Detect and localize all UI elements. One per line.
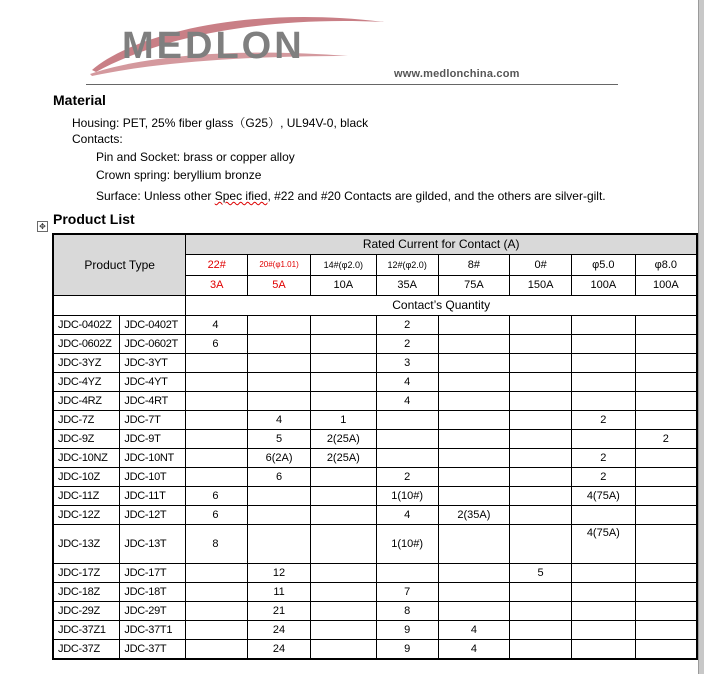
logo-text: MEDLON [122, 25, 305, 67]
contact-current-header: 100A [571, 275, 635, 295]
table-row [53, 372, 697, 391]
website-url: www.medlonchina.com [394, 68, 520, 80]
quantity-cell [376, 448, 438, 467]
quantity-cell [510, 410, 572, 429]
housing-text: Housing: PET, 25% fiber glass（G25）, UL94V-0, black [72, 116, 369, 130]
contact-current-header: 100A [635, 275, 697, 295]
quantity-cell [510, 582, 572, 601]
quantity-cell [510, 448, 572, 467]
quantity-cell [310, 486, 376, 505]
product-t-cell: JDC-0402T [120, 315, 186, 334]
product-t-cell: JDC-10NT [120, 448, 186, 467]
quantity-cell [571, 372, 635, 391]
quantity-cell: 9 [376, 639, 438, 659]
product-list-heading: Product List [53, 211, 135, 227]
quantity-cell [438, 429, 510, 448]
quantity-cell [376, 410, 438, 429]
table-row [53, 448, 697, 467]
quantity-cell [438, 601, 510, 620]
quantity-cell [571, 315, 635, 334]
contact-current-header: 5A [248, 275, 311, 295]
quantity-cell: 2 [571, 448, 635, 467]
quantity-cell [510, 505, 572, 524]
quantity-cell [310, 391, 376, 410]
quantity-cell [571, 601, 635, 620]
quantity-cell [376, 429, 438, 448]
quantity-cell: 3 [376, 353, 438, 372]
quantity-cell: 5 [510, 563, 572, 582]
quantity-cell [438, 582, 510, 601]
quantity-cell: 2 [376, 467, 438, 486]
quantity-cell [186, 448, 248, 467]
contact-current-header: 3A [186, 275, 248, 295]
quantity-cell [571, 334, 635, 353]
quantity-cell [635, 391, 697, 410]
quantity-cell [310, 353, 376, 372]
pin-socket-text: Pin and Socket: brass or copper alloy [96, 150, 295, 164]
table-row [53, 467, 697, 486]
surface-suffix: , #22 and #20 Contacts are gilded, and the others are silver-gilt. [267, 189, 606, 203]
quantity-cell [571, 582, 635, 601]
quantity-cell [510, 639, 572, 659]
quantity-cell [186, 601, 248, 620]
quantity-cell [248, 486, 311, 505]
table-row [53, 353, 697, 372]
contact-size-header: 22# [186, 254, 248, 275]
logo-swoosh-icon [88, 8, 388, 78]
product-z-cell: JDC-29Z [53, 601, 120, 620]
quantity-cell: 1(10#) [376, 524, 438, 563]
contact-size-header: 8# [438, 254, 510, 275]
contact-quantity-header: Contact’s Quantity [186, 295, 697, 315]
quantity-cell [310, 372, 376, 391]
quantity-cell [438, 448, 510, 467]
quantity-cell: 11 [248, 582, 311, 601]
product-z-cell: JDC-9Z [53, 429, 120, 448]
quantity-cell: 1 [310, 410, 376, 429]
product-z-cell: JDC-0602Z [53, 334, 120, 353]
quantity-cell [438, 467, 510, 486]
quantity-cell [438, 353, 510, 372]
quantity-cell [635, 448, 697, 467]
quantity-cell [635, 334, 697, 353]
quantity-cell [571, 353, 635, 372]
table-row [53, 505, 697, 524]
quantity-cell [510, 524, 572, 563]
quantity-cell: 4 [438, 620, 510, 639]
quantity-cell [248, 353, 311, 372]
quantity-cell [635, 410, 697, 429]
quantity-cell [310, 582, 376, 601]
quantity-cell [186, 620, 248, 639]
table-row [53, 486, 697, 505]
product-t-cell: JDC-18T [120, 582, 186, 601]
product-z-cell: JDC-4RZ [53, 391, 120, 410]
product-t-cell: JDC-37T1 [120, 620, 186, 639]
quantity-cell: 6 [186, 505, 248, 524]
quantity-cell [310, 505, 376, 524]
quantity-cell [376, 563, 438, 582]
crown-spring-text: Crown spring: beryllium bronze [96, 168, 262, 182]
quantity-cell: 4(75A) [571, 524, 635, 563]
quantity-cell [571, 505, 635, 524]
quantity-cell [510, 429, 572, 448]
quantity-cell: 4 [376, 372, 438, 391]
quantity-cell [635, 372, 697, 391]
quantity-cell [438, 486, 510, 505]
product-t-cell: JDC-4YT [120, 372, 186, 391]
quantity-cell [248, 391, 311, 410]
quantity-cell [186, 639, 248, 659]
table-row [53, 429, 697, 448]
quantity-cell [248, 372, 311, 391]
quantity-cell [635, 582, 697, 601]
quantity-cell [510, 601, 572, 620]
quantity-cell [635, 639, 697, 659]
surface-prefix: Surface: Unless other [96, 189, 215, 203]
quantity-cell [438, 372, 510, 391]
quantity-cell [571, 429, 635, 448]
rated-current-header: Rated Current for Contact (A) [186, 234, 697, 254]
quantity-cell [310, 524, 376, 563]
quantity-cell [186, 467, 248, 486]
product-t-cell: JDC-10T [120, 467, 186, 486]
quantity-cell [510, 334, 572, 353]
contact-current-header: 75A [438, 275, 510, 295]
contact-size-header: 14#(φ2.0) [310, 254, 376, 275]
product-t-cell: JDC-12T [120, 505, 186, 524]
quantity-cell: 6 [186, 334, 248, 353]
quantity-cell [186, 563, 248, 582]
table-row [53, 410, 697, 429]
quantity-cell: 8 [376, 601, 438, 620]
quantity-cell: 2 [376, 334, 438, 353]
product-z-cell: JDC-10NZ [53, 448, 120, 467]
material-heading: Material [53, 92, 106, 108]
quantity-cell: 5 [248, 429, 311, 448]
quantity-cell: 6(2A) [248, 448, 311, 467]
quantity-cell: 2 [571, 467, 635, 486]
quantity-cell: 2 [635, 429, 697, 448]
quantity-cell [186, 582, 248, 601]
quantity-cell [635, 505, 697, 524]
contact-current-header: 35A [376, 275, 438, 295]
product-z-cell: JDC-7Z [53, 410, 120, 429]
contact-size-header: 0# [510, 254, 572, 275]
product-t-cell: JDC-9T [120, 429, 186, 448]
quantity-cell: 4 [186, 315, 248, 334]
contact-size-header: φ5.0 [571, 254, 635, 275]
product-t-cell: JDC-4RT [120, 391, 186, 410]
table-row [53, 582, 697, 601]
quantity-cell [510, 372, 572, 391]
product-z-cell: JDC-18Z [53, 582, 120, 601]
blank-cell [53, 295, 186, 315]
quantity-cell: 9 [376, 620, 438, 639]
quantity-cell [248, 334, 311, 353]
product-t-cell: JDC-37T [120, 639, 186, 659]
quantity-cell: 2 [376, 315, 438, 334]
contact-current-header: 150A [510, 275, 572, 295]
quantity-cell: 2(25A) [310, 429, 376, 448]
quantity-cell: 4 [376, 505, 438, 524]
quantity-cell [248, 315, 311, 334]
product-t-cell: JDC-17T [120, 563, 186, 582]
table-row [53, 334, 697, 353]
contacts-label: Contacts: [72, 132, 123, 146]
surface-text [96, 189, 606, 203]
table-row [53, 315, 697, 334]
quantity-cell: 2 [571, 410, 635, 429]
quantity-cell: 24 [248, 620, 311, 639]
table-row [53, 563, 697, 582]
product-z-cell: JDC-3YZ [53, 353, 120, 372]
quantity-cell [310, 467, 376, 486]
quantity-cell [310, 563, 376, 582]
quantity-cell [635, 467, 697, 486]
quantity-cell [186, 353, 248, 372]
quantity-cell [635, 563, 697, 582]
quantity-cell [571, 639, 635, 659]
product-table [52, 233, 698, 660]
quantity-cell [438, 391, 510, 410]
quantity-cell: 4 [438, 639, 510, 659]
quantity-cell [635, 524, 697, 563]
quantity-cell: 4 [376, 391, 438, 410]
product-z-cell: JDC-13Z [53, 524, 120, 563]
quantity-cell: 7 [376, 582, 438, 601]
contact-size-header: φ8.0 [635, 254, 697, 275]
quantity-cell [635, 620, 697, 639]
product-z-cell: JDC-37Z [53, 639, 120, 659]
product-type-header: Product Type [53, 234, 186, 295]
quantity-cell [438, 563, 510, 582]
product-t-cell: JDC-29T [120, 601, 186, 620]
product-t-cell: JDC-11T [120, 486, 186, 505]
quantity-cell [186, 372, 248, 391]
product-z-cell: JDC-10Z [53, 467, 120, 486]
quantity-cell [186, 410, 248, 429]
quantity-cell [635, 315, 697, 334]
product-z-cell: JDC-37Z1 [53, 620, 120, 639]
header-rule [86, 84, 618, 85]
contact-size-header: 20#(φ1.01) [248, 254, 311, 275]
quantity-cell [186, 429, 248, 448]
table-move-handle-icon[interactable]: ✥ [37, 221, 48, 232]
quantity-cell: 24 [248, 639, 311, 659]
quantity-cell [438, 410, 510, 429]
product-t-cell: JDC-3YT [120, 353, 186, 372]
quantity-cell [510, 353, 572, 372]
quantity-cell [438, 334, 510, 353]
table-row [53, 524, 697, 563]
window-right-edge [698, 0, 704, 674]
quantity-cell [310, 334, 376, 353]
quantity-cell [248, 524, 311, 563]
table-row [53, 639, 697, 659]
product-t-cell: JDC-13T [120, 524, 186, 563]
quantity-cell [510, 391, 572, 410]
product-z-cell: JDC-11Z [53, 486, 120, 505]
table-row [53, 620, 697, 639]
contact-size-header: 12#(φ2.0) [376, 254, 438, 275]
quantity-cell [510, 620, 572, 639]
quantity-cell: 1(10#) [376, 486, 438, 505]
quantity-cell [635, 353, 697, 372]
quantity-cell [571, 620, 635, 639]
quantity-cell [635, 486, 697, 505]
product-z-cell: JDC-17Z [53, 563, 120, 582]
quantity-cell: 21 [248, 601, 311, 620]
quantity-cell [248, 505, 311, 524]
quantity-cell [635, 601, 697, 620]
product-t-cell: JDC-0602T [120, 334, 186, 353]
product-z-cell: JDC-4YZ [53, 372, 120, 391]
quantity-cell: 2(25A) [310, 448, 376, 467]
quantity-cell [310, 639, 376, 659]
quantity-cell [186, 391, 248, 410]
product-z-cell: JDC-12Z [53, 505, 120, 524]
quantity-cell [571, 391, 635, 410]
quantity-cell: 6 [248, 467, 311, 486]
surface-spec-word: Spec ified [214, 189, 268, 203]
quantity-cell [510, 315, 572, 334]
quantity-cell: 8 [186, 524, 248, 563]
quantity-cell: 2(35A) [438, 505, 510, 524]
quantity-cell [438, 524, 510, 563]
product-t-cell: JDC-7T [120, 410, 186, 429]
table-row [53, 601, 697, 620]
quantity-cell [571, 563, 635, 582]
quantity-cell: 12 [248, 563, 311, 582]
quantity-cell: 4(75A) [571, 486, 635, 505]
table-row [53, 391, 697, 410]
quantity-cell [510, 486, 572, 505]
quantity-cell: 6 [186, 486, 248, 505]
product-z-cell: JDC-0402Z [53, 315, 120, 334]
medlon-logo [88, 8, 388, 78]
quantity-cell: 4 [248, 410, 311, 429]
quantity-cell [310, 315, 376, 334]
quantity-cell [438, 315, 510, 334]
quantity-cell [310, 601, 376, 620]
quantity-cell [510, 467, 572, 486]
quantity-cell [310, 620, 376, 639]
contact-current-header: 10A [310, 275, 376, 295]
